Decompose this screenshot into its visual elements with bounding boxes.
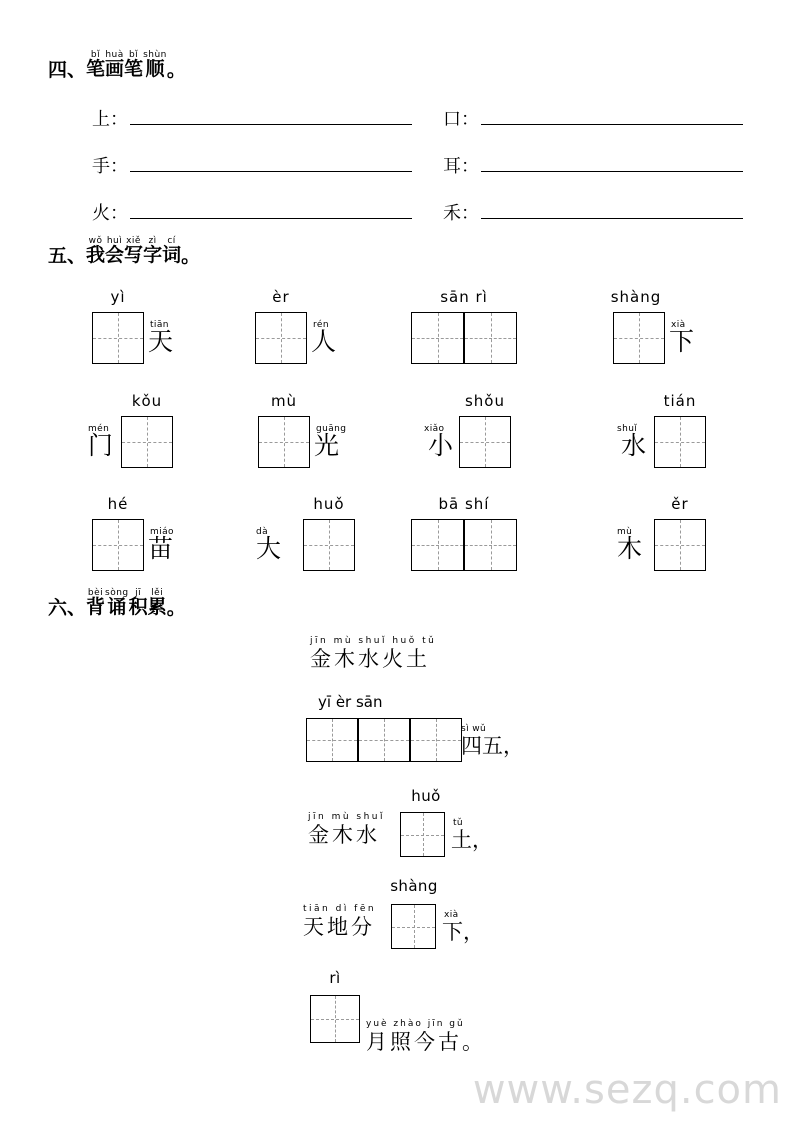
pinyin-shang: shàng [610, 288, 662, 306]
char-xiao: 小 [428, 433, 454, 460]
tianzige-cell[interactable] [464, 312, 517, 364]
tianzige-cell[interactable] [411, 312, 464, 364]
pinyin-kou: kǒu [131, 392, 163, 410]
colon: ： [461, 203, 479, 223]
pinyin-ren: rén [313, 320, 329, 330]
pinyin-guang: guāng [316, 424, 347, 434]
tianzige-shang2[interactable] [391, 904, 436, 949]
pinyin-huo: huǒ [313, 495, 345, 513]
tianzige-cell[interactable] [391, 904, 436, 949]
tianzige-er2[interactable] [654, 519, 706, 571]
pinyin-shou: shǒu [464, 392, 505, 410]
stroke-char-he: 禾 [443, 203, 461, 223]
pinyin-xia: xià [671, 320, 686, 330]
tianzige-shou[interactable] [459, 416, 511, 468]
tianzige-cell[interactable] [410, 718, 462, 762]
stroke-item-shang [92, 105, 412, 131]
tianzige-kou[interactable] [121, 416, 173, 468]
pinyin-da: dà [256, 527, 269, 537]
tianzige-tian[interactable] [654, 416, 706, 468]
ruby-song: sòng 诵 [105, 588, 129, 618]
pinyin-ri: rì [329, 969, 341, 987]
pinyin-er2: ěr [671, 495, 689, 513]
tianzige-mu[interactable] [258, 416, 310, 468]
char-men: 门 [88, 433, 114, 460]
pinyin-men: mén [88, 424, 110, 434]
text-jinmushui: 金木水 [308, 823, 380, 847]
char-xia: 下 [669, 329, 695, 356]
stroke-item-er [443, 152, 743, 178]
pinyin-tu: tǔ [453, 818, 464, 828]
tianzige-yi-er-san[interactable] [306, 718, 462, 762]
pinyin-mu: mù [270, 392, 298, 410]
pinyin-si-wu: sì wǔ [461, 724, 487, 734]
answer-line[interactable] [130, 217, 412, 219]
ruby-zi: zì 字 [143, 236, 163, 266]
text-jinmushuihuotu: 金木水火土 [310, 647, 430, 671]
char-ren: 人 [311, 329, 337, 356]
section-five-heading [48, 236, 200, 266]
tianzige-cell[interactable] [310, 995, 360, 1043]
char-guang: 光 [314, 433, 340, 460]
ruby-ci: cí 词 [162, 236, 182, 266]
ruby-bi-1: bǐ 笔 [86, 50, 106, 80]
char-da: 大 [256, 536, 282, 563]
ruby-xie: xiě 写 [124, 236, 144, 266]
colon: ： [110, 156, 128, 176]
section-six-period: 。 [166, 598, 186, 619]
pinyin-jinmushui: jīn mù shuǐ [308, 812, 385, 822]
section-five-period: 。 [181, 246, 201, 267]
pinyin-tian2: tián [663, 392, 697, 410]
answer-line[interactable] [481, 123, 743, 125]
pinyin-miao: miáo [150, 527, 174, 537]
tianzige-ri[interactable] [310, 995, 360, 1043]
tianzige-yi[interactable] [92, 312, 144, 364]
answer-line[interactable] [481, 217, 743, 219]
tianzige-er[interactable] [255, 312, 307, 364]
colon: ： [461, 156, 479, 176]
pinyin-san-ri: sān rì [440, 288, 488, 306]
section-five-number: 五、 [48, 246, 87, 267]
stroke-char-huo: 火 [92, 203, 110, 223]
ruby-lei: lěi 累 [147, 588, 167, 618]
colon: ： [461, 109, 479, 129]
stroke-char-kou: 口 [443, 109, 461, 129]
pinyin-xia2: xià [444, 910, 459, 920]
stroke-char-shang: 上 [92, 109, 110, 129]
tianzige-cell[interactable] [358, 718, 410, 762]
ruby-wo: wǒ 我 [86, 236, 106, 266]
stroke-char-shou: 手 [92, 156, 110, 176]
tianzige-cell[interactable] [459, 416, 511, 468]
pinyin-er: èr [272, 288, 290, 306]
tianzige-huo2[interactable] [400, 812, 445, 857]
answer-line[interactable] [481, 170, 743, 172]
pinyin-tiandifen: tiān dì fēn [303, 904, 377, 914]
ruby-bi-2: bǐ 笔 [124, 50, 144, 80]
text-tiandifen: 天地分 [303, 915, 375, 939]
pinyin-shang2: shàng [390, 877, 438, 895]
text-xia2: 下， [442, 920, 484, 944]
tianzige-shang[interactable] [613, 312, 665, 364]
tianzige-ba-shi[interactable] [411, 519, 517, 571]
tianzige-cell[interactable] [306, 718, 358, 762]
section-four-number: 四、 [48, 60, 87, 81]
text-yuezhaojingu: 月照今古。 [366, 1030, 486, 1054]
pinyin-he: hé [107, 495, 129, 513]
ruby-shun: shùn 顺 [143, 50, 167, 80]
tianzige-cell[interactable] [255, 312, 307, 364]
ruby-hua: huà 画 [105, 50, 125, 80]
tianzige-cell[interactable] [92, 519, 144, 571]
stroke-item-he [443, 199, 743, 225]
section-six-number: 六、 [48, 598, 87, 619]
stroke-item-shou [92, 152, 412, 178]
char-tian: 天 [148, 329, 174, 356]
tianzige-huo[interactable] [303, 519, 355, 571]
tianzige-cell[interactable] [411, 519, 464, 571]
tianzige-cell[interactable] [121, 416, 173, 468]
colon: ： [110, 109, 128, 129]
char-mu: 木 [617, 536, 643, 563]
pinyin-yi-er-san: yī èr sān [318, 693, 383, 711]
tianzige-cell[interactable] [613, 312, 665, 364]
pinyin-tian: tiān [150, 320, 169, 330]
section-four-heading [48, 50, 186, 80]
tianzige-cell[interactable] [464, 519, 517, 571]
stroke-char-er: 耳 [443, 156, 461, 176]
answer-line[interactable] [130, 123, 412, 125]
char-miao: 苗 [148, 536, 174, 563]
tianzige-cell[interactable] [654, 519, 706, 571]
pinyin-shui: shuǐ [617, 424, 638, 434]
pinyin-yuezhaojingu: yuè zhào jīn gǔ [366, 1019, 465, 1029]
tianzige-san-ri[interactable] [411, 312, 517, 364]
watermark: www.sezq.com [472, 1067, 782, 1113]
pinyin-xiao: xiǎo [424, 424, 445, 434]
stroke-item-kou [443, 105, 743, 131]
char-shui: 水 [621, 433, 647, 460]
tianzige-cell[interactable] [258, 416, 310, 468]
stroke-item-huo [92, 199, 412, 225]
section-six-heading [48, 588, 186, 618]
pinyin-yi: yì [110, 288, 126, 306]
text-si-wu: 四五， [461, 734, 524, 758]
ruby-bei: bèi 背 [86, 588, 106, 618]
tianzige-he[interactable] [92, 519, 144, 571]
ruby-ji: jī 积 [128, 588, 148, 618]
ruby-hui: huì 会 [105, 236, 125, 266]
pinyin-jinmushuihuotu: jīn mù shuǐ huǒ tǔ [310, 636, 437, 646]
pinyin-huo2: huǒ [411, 787, 441, 805]
pinyin-ba-shi: bā shí [438, 495, 490, 513]
pinyin-mu2: mù [617, 527, 633, 537]
tianzige-cell[interactable] [654, 416, 706, 468]
tianzige-cell[interactable] [400, 812, 445, 857]
answer-line[interactable] [130, 170, 412, 172]
text-tu: 土， [451, 828, 493, 852]
colon: ： [110, 203, 128, 223]
section-four-period: 。 [166, 60, 186, 81]
tianzige-cell[interactable] [303, 519, 355, 571]
tianzige-cell[interactable] [92, 312, 144, 364]
